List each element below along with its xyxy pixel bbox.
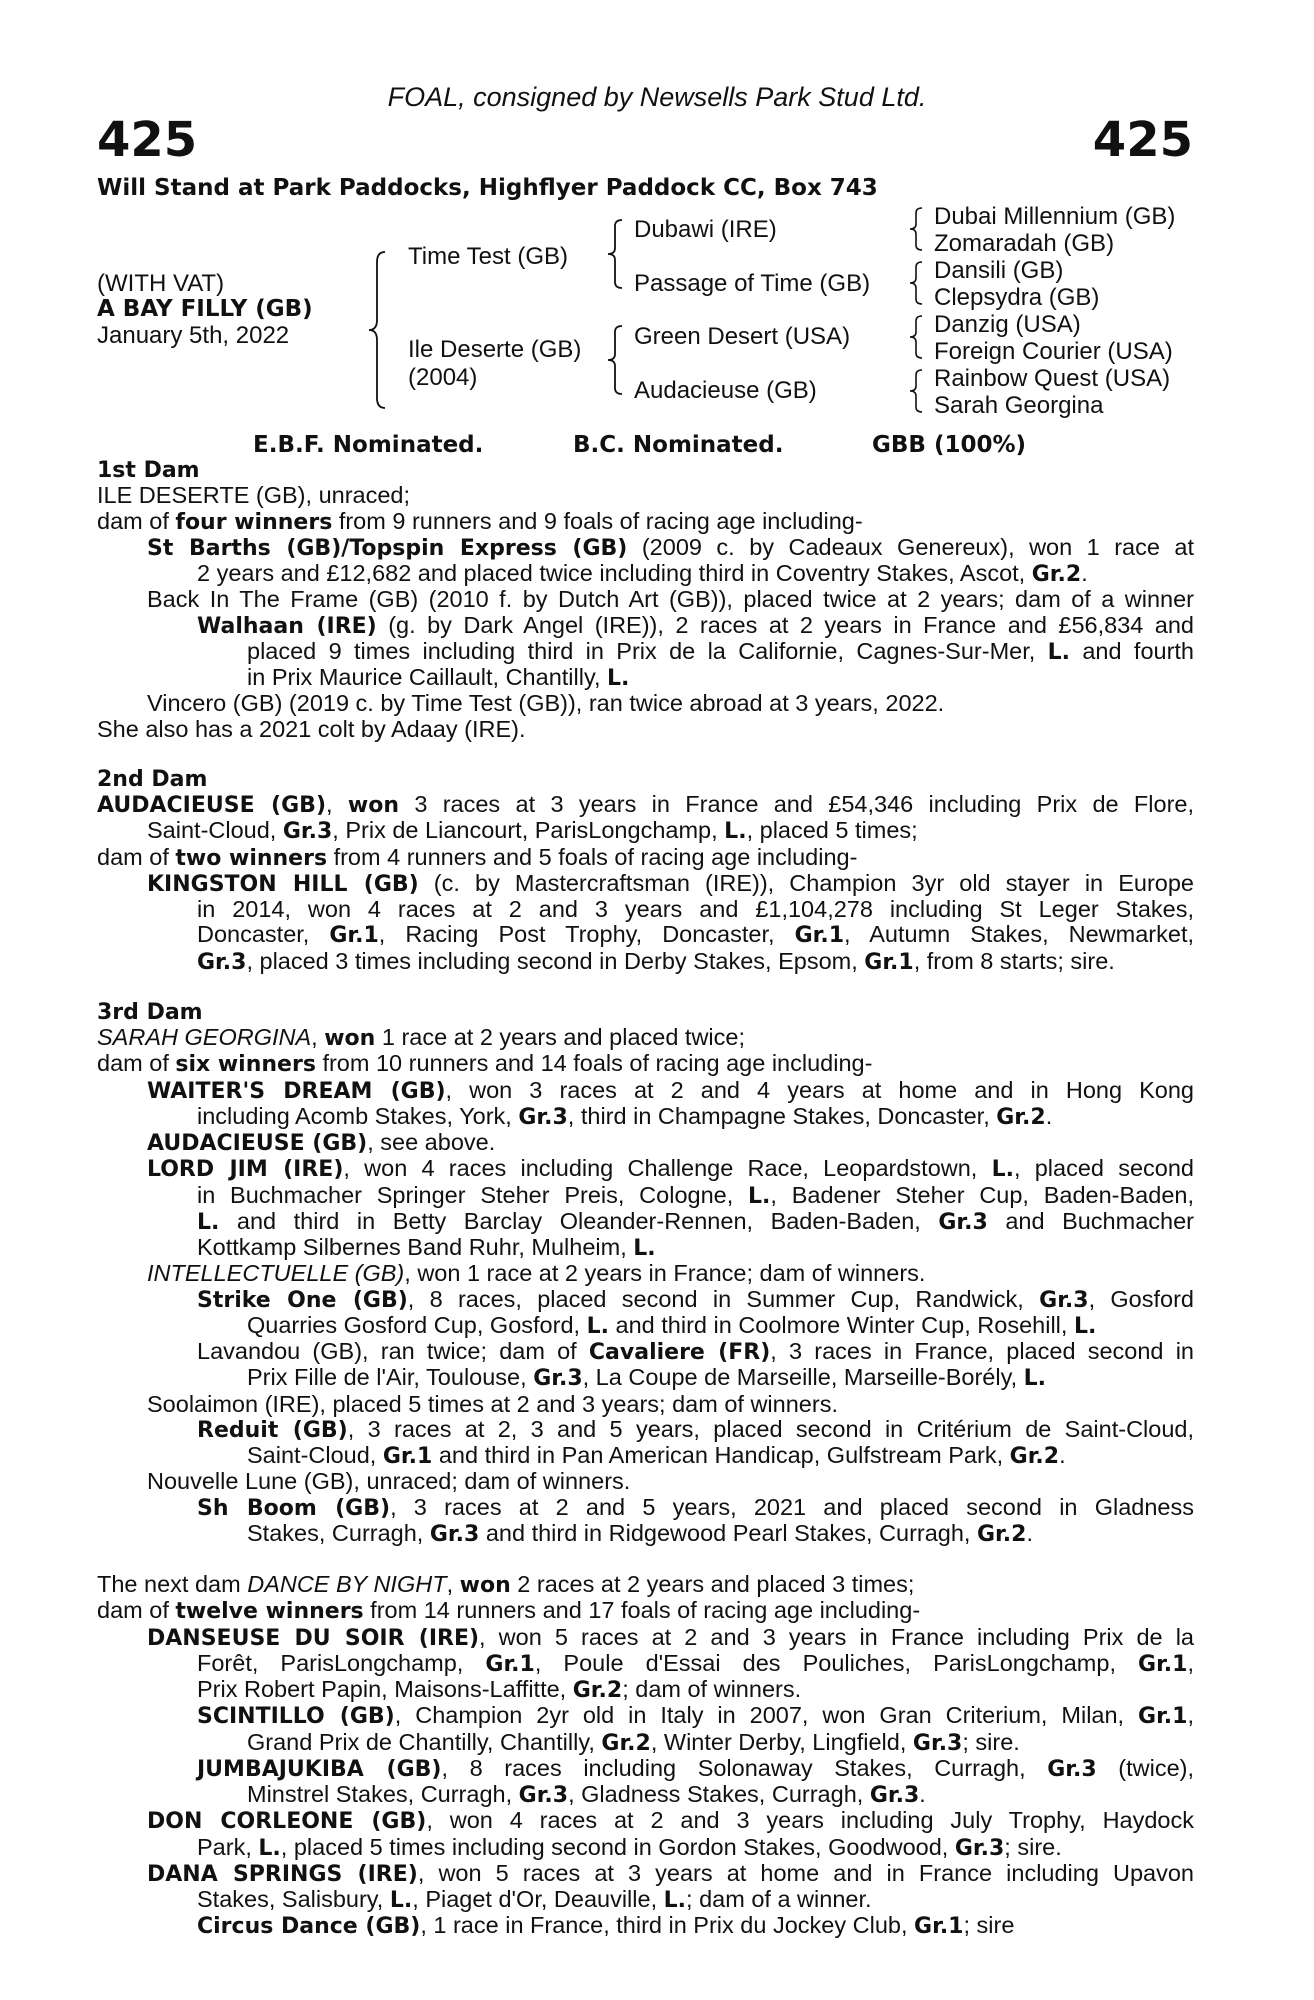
first-dam-heading: 1st Dam (97, 458, 200, 483)
third-dam-produce: dam of six winners from 10 runners and 14 foals of racing age including- (97, 1050, 873, 1078)
first-dam-produce: dam of four winners from 9 runners and 9 foals of racing age including- (97, 507, 863, 535)
dam-year: (2004) (408, 364, 478, 391)
dam-sire-name: Green Desert (USA) (634, 323, 851, 350)
produce-entry: Lavandou (GB), ran twice; dam of Cavaliere (FR), 3 races in France, placed second in (197, 1338, 1194, 1365)
third-dam-heading: 3rd Dam (97, 999, 203, 1025)
produce-entry: Nouvelle Lune (GB), unraced; dam of winners. (147, 1468, 631, 1495)
catalogue-body (97, 458, 1194, 1940)
produce-entry-cont: Prix Robert Papin, Maisons-Laffitte, Gr.2; dam of winners. (197, 1676, 802, 1703)
sire-name: Time Test (GB) (408, 243, 569, 270)
dam-dam-name: Audacieuse (GB) (634, 377, 817, 404)
produce-entry-cont: Park, L., placed 5 times including second in Gordon Stakes, Goodwood, Gr.3; sire. (197, 1833, 1062, 1861)
produce-entry: DANSEUSE DU SOIR (IRE), won 5 races at 2 and 3 years in France including Prix de la (147, 1623, 1194, 1651)
pedigree-brace-sire (604, 218, 628, 290)
produce-entry-cont: in Buchmacher Springer Steher Preis, Cologne, L., Badener Steher Cup, Baden-Baden, (197, 1181, 1194, 1209)
lot-number-right: 425 (1092, 112, 1193, 168)
produce-entry-cont: in Prix Maurice Caillault, Chantilly, L. (247, 664, 630, 691)
gbb-status: GBB (100%) (872, 432, 1027, 458)
produce-entry-cont: 2 years and £12,682 and placed twice including third in Coventry Stakes, Ascot, Gr.2. (197, 560, 1088, 587)
pedigree-brace-ggp-1 (906, 206, 928, 252)
produce-entry-cont: Saint-Cloud, Gr.1 and third in Pan American Handicap, Gulfstream Park, Gr.2. (247, 1442, 1066, 1469)
produce-entry-cont: placed 9 times including third in Prix de la Californie, Cagnes-Sur-Mer, L. and fourth (247, 637, 1195, 665)
ggp-7: Rainbow Quest (USA) (934, 365, 1171, 392)
produce-entry: Back In The Frame (GB) (2010 f. by Dutch Art (GB)), placed twice at 2 years; dam of a winner (147, 586, 1194, 613)
produce-entry: Strike One (GB), 8 races, placed second in Summer Cup, Randwick, Gr.3, Gosford (197, 1285, 1194, 1313)
produce-entry: WAITER'S DREAM (GB), won 3 races at 2 and 4 years at home and in Hong Kong (147, 1076, 1195, 1104)
second-dam-line-cont: Saint-Cloud, Gr.3, Prix de Liancourt, ParisLongchamp, L., placed 5 times; (147, 817, 918, 845)
ggp-6: Foreign Courier (USA) (934, 338, 1173, 365)
sire-dam-name: Passage of Time (GB) (634, 270, 871, 297)
produce-entry: Sh Boom (GB), 3 races at 2 and 5 years, 2021 and placed second in Gladness (197, 1493, 1194, 1521)
pedigree-brace-ggp-3 (906, 314, 928, 360)
produce-entry: St Barths (GB)/Topspin Express (GB) (2009 c. by Cadeaux Genereux), won 1 race at (147, 533, 1195, 561)
pedigree-brace-dam (604, 324, 628, 396)
pedigree-brace-ggp-2 (906, 260, 928, 306)
sire-sire-name: Dubawi (IRE) (634, 216, 777, 243)
produce-entry: Reduit (GB), 3 races at 2, 3 and 5 years, placed second in Critérium de Saint-Cloud, (197, 1415, 1194, 1443)
ebf-nomination: E.B.F. Nominated. (253, 432, 484, 458)
produce-entry: INTELLECTUELLE (GB), won 1 race at 2 years in France; dam of winners. (147, 1260, 926, 1287)
second-dam-line: AUDACIEUSE (GB), won 3 races at 3 years in France and £54,346 including Prix de Flore, (97, 791, 1194, 818)
produce-entry-cont: in 2014, won 4 races at 2 and 3 years and £1,104,278 including St Leger Stakes, (197, 896, 1194, 922)
vat-note: (WITH VAT) (97, 270, 225, 297)
produce-entry-cont: Quarries Gosford Cup, Gosford, L. and third in Coolmore Winter Cup, Rosehill, L. (247, 1311, 1097, 1339)
first-dam-line: ILE DESERTE (GB), unraced; (97, 482, 411, 509)
produce-entry-cont: Doncaster, Gr.1, Racing Post Trophy, Doncaster, Gr.1, Autumn Stakes, Newmarket, (197, 921, 1195, 949)
second-dam-heading: 2nd Dam (97, 766, 208, 792)
produce-entry-cont: Grand Prix de Chantilly, Chantilly, Gr.2, Winter Derby, Lingfield, Gr.3; sire. (247, 1728, 1020, 1756)
produce-entry: Vincero (GB) (2019 c. by Time Test (GB)), ran twice abroad at 3 years, 2022. (147, 690, 945, 717)
dam-name: Ile Deserte (GB) (408, 336, 582, 363)
foaling-date: January 5th, 2022 (97, 322, 290, 349)
horse-name: A BAY FILLY (GB) (97, 296, 313, 322)
next-dam-line: The next dam DANCE BY NIGHT, won 2 races at 2 years and placed 3 times; (97, 1571, 915, 1598)
produce-entry: Soolaimon (IRE), placed 5 times at 2 and 3 years; dam of winners. (147, 1390, 838, 1417)
produce-entry: DANA SPRINGS (IRE), won 5 races at 3 years at home and in France including Upavon (147, 1859, 1194, 1887)
produce-entry-cont: Prix Fille de l'Air, Toulouse, Gr.3, La Coupe de Marseille, Marseille-Borély, L. (247, 1364, 1047, 1392)
produce-entry-cont: Forêt, ParisLongchamp, Gr.1, Poule d'Essai des Pouliches, ParisLongchamp, Gr.1, (197, 1649, 1194, 1677)
produce-entry-cont: Gr.3, placed 3 times including second in Derby Stakes, Epsom, Gr.1, from 8 starts; sire. (197, 947, 1115, 975)
ggp-5: Danzig (USA) (934, 311, 1081, 338)
produce-entry: She also has a 2021 colt by Adaay (IRE). (97, 715, 526, 742)
consignor-line: FOAL, consigned by Newsells Park Stud Ltd. (387, 82, 927, 112)
ggp-1: Dubai Millennium (GB) (934, 203, 1176, 230)
pedigree-brace-ggp-4 (906, 368, 928, 414)
produce-entry: KINGSTON HILL (GB) (c. by Mastercraftsman (IRE)), Champion 3yr old stayer in Europe (147, 869, 1194, 897)
bc-nomination: B.C. Nominated. (573, 432, 784, 458)
produce-entry-cont: L. and third in Betty Barclay Oleander-Rennen, Baden-Baden, Gr.3 and Buchmacher (197, 1207, 1194, 1235)
ggp-8: Sarah Georgina (934, 392, 1104, 419)
produce-entry-cont: Stakes, Curragh, Gr.3 and third in Ridgewood Pearl Stakes, Curragh, Gr.2. (247, 1519, 1033, 1547)
produce-entry: Circus Dance (GB), 1 race in France, third in Prix du Jockey Club, Gr.1; sire (197, 1912, 1015, 1940)
ggp-2: Zomaradah (GB) (934, 230, 1115, 257)
third-dam-line: SARAH GEORGINA, won 1 race at 2 years and placed twice; (97, 1024, 746, 1051)
ggp-3: Dansili (GB) (934, 257, 1064, 284)
produce-entry: JUMBAJUKIBA (GB), 8 races including Solonaway Stakes, Curragh, Gr.3 (twice), (197, 1754, 1195, 1782)
produce-entry: LORD JIM (IRE), won 4 races including Challenge Race, Leopardstown, L., placed second (147, 1155, 1194, 1183)
produce-entry: DON CORLEONE (GB), won 4 races at 2 and 3 years including July Trophy, Haydock (147, 1807, 1195, 1835)
produce-entry-cont: Stakes, Salisbury, L., Piaget d'Or, Deauville, L.; dam of a winner. (197, 1886, 872, 1913)
produce-entry-cont: Minstrel Stakes, Curragh, Gr.3, Gladness Stakes, Curragh, Gr.3. (247, 1781, 926, 1808)
produce-entry-cont: including Acomb Stakes, York, Gr.3, third in Champagne Stakes, Doncaster, Gr.2. (197, 1102, 1053, 1130)
produce-entry: SCINTILLO (GB), Champion 2yr old in Italy in 2007, won Gran Criterium, Milan, Gr.1, (197, 1702, 1194, 1730)
produce-entry: AUDACIEUSE (GB), see above. (147, 1129, 496, 1156)
pedigree-brace-main (365, 250, 395, 410)
produce-entry: Walhaan (IRE) (g. by Dark Angel (IRE)), 2 races at 2 years in France and £56,834 and (197, 611, 1194, 639)
lot-number-left: 425 (97, 112, 198, 168)
ggp-4: Clepsydra (GB) (934, 284, 1100, 311)
next-dam-produce: dam of twelve winners from 14 runners and 17 foals of racing age including- (97, 1597, 921, 1625)
second-dam-produce: dam of two winners from 4 runners and 5 foals of racing age including- (97, 843, 858, 871)
stable-location: Will Stand at Park Paddocks, Highflyer Paddock CC, Box 743 (97, 175, 878, 201)
produce-entry-cont: Kottkamp Silbernes Band Ruhr, Mulheim, L. (197, 1234, 656, 1261)
